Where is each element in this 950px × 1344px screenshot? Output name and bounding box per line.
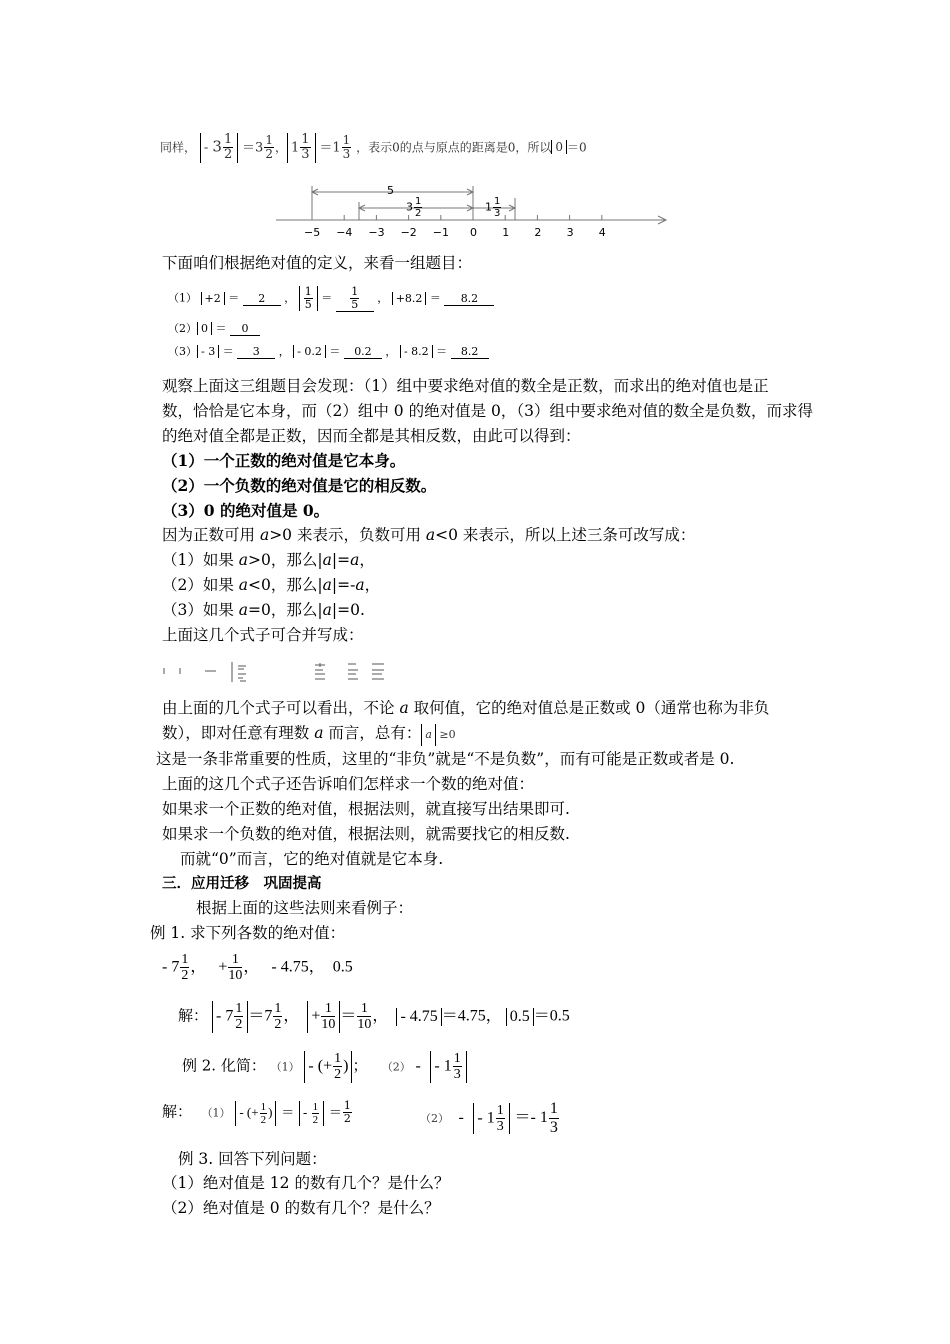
- examples-intro: 根据上面的这些法则来看例子：: [196, 899, 414, 917]
- intro-line: 同样， - 3 $\frac{1}{2}$ ＝3 $\frac{1}{2}$ ， 1 $\frac{1}{3}$ ＝1 $\frac{1}{3}$ ，表示0的点与原点的距离是0，所以 0 ＝0: [160, 132, 587, 163]
- example-2-solution: 解： （1） - (+ $\frac{1}{2}$ ) ＝ - $\frac{1}{2}$ ＝ $\frac{1}{2}$: [162, 1099, 351, 1127]
- from-line-2: 数），即对任意有理数 a 而言，总有： a ≥0: [162, 722, 456, 746]
- zero-line: 而就“0”而言，它的绝对值就是它本身.: [180, 850, 444, 868]
- from-line-1: 由上面的几个式子可以看出，不论 a 取何值，它的绝对值总是正数或 0（通常也称为非负: [162, 699, 770, 717]
- rule-2: （2）一个负数的绝对值是它的相反数。: [162, 476, 437, 495]
- exercise-row-1: （1） +2 ＝ 2 ， $\frac{1}{5}$ ＝ $\frac{1}{5}$ ， +8.2 ＝ 8.2: [168, 286, 494, 312]
- question-1: （1）绝对值是 12 的数有几个？是什么？: [162, 1174, 450, 1192]
- exercise-row-2: （2） 0 ＝ 0: [168, 320, 260, 336]
- case-3: （3）如果 a=0，那么|a|=0.: [162, 601, 365, 619]
- axis-tick-label: 0: [470, 226, 477, 239]
- example-1-numbers: - 7 $\frac{1}{2}$ ， + $\frac{1}{10}$ ， - 4.75， 0.5: [162, 952, 353, 984]
- question-2: （2）绝对值是 0 的数有几个？是什么？: [162, 1199, 440, 1217]
- exercises-intro: 下面咱们根据绝对值的定义，来看一组题目：: [162, 254, 473, 272]
- abs-expr: 1 $\frac{1}{3}$: [287, 133, 316, 163]
- combine-line: 上面这几个式子可合并写成：: [162, 626, 364, 644]
- obs-1: 观察上面这三组题目会发现：（1）组中要求绝对值的数全是正数，而求出的绝对值也是正: [162, 377, 769, 395]
- exercise-row-3: （3） - 3 ＝ 3 ， - 0.2 ＝ 0.2 ， - 8.2 ＝ 8.2: [168, 343, 489, 359]
- abs-zero: 0: [551, 140, 567, 154]
- example-1-title: 例 1. 求下列各数的绝对值：: [150, 924, 346, 942]
- abs-expr: - 3 $\frac{1}{2}$: [200, 133, 238, 163]
- rule-1: （1）一个正数的绝对值是它本身。: [162, 451, 406, 470]
- example-2-solution-2: （2） - - 1 $\frac{1}{3}$ ＝- 1 $\frac{1}{3}$: [420, 1100, 558, 1136]
- axis-tick-label: −1: [432, 226, 450, 239]
- obs-2: 数，恰恰是它本身，而（2）组中 0 的绝对值是 0，（3）组中要求绝对值的数全是负数，而求得: [162, 402, 813, 420]
- case-1: （1）如果 a>0，那么|a|=a，: [162, 551, 375, 569]
- dim-label-5: 5: [387, 184, 394, 197]
- axis-tick-label: 1: [502, 226, 510, 239]
- axis-tick-label: 3: [566, 226, 574, 239]
- negative-line: 如果求一个负数的绝对值，根据法则，就需要找它的相反数.: [162, 825, 570, 843]
- rule-3: （3）0 的绝对值是 0。: [162, 501, 330, 520]
- section-3-heading: 三．应用迁移 巩固提高: [162, 875, 322, 892]
- intro-prefix: 同样，: [160, 140, 197, 155]
- axis-tick-label: −2: [400, 226, 417, 239]
- example-1-solution: 解： - 7 $\frac{1}{2}$ ＝7 $\frac{1}{2}$ ， + $\frac{1}{10}$ ＝ $\frac{1}{10}$ ， - 4.75 ＝4.75， 0.5 ＝0.5: [178, 1001, 570, 1033]
- axis-tick-label: 4: [598, 226, 606, 239]
- dim-label-3-5: 3 $\frac{1}{2}$: [406, 196, 422, 219]
- important-line: 这是一条非常重要的性质，这里的“非负”就是“不是负数”，而有可能是正数或者是 0.: [156, 750, 735, 768]
- axis-tick-label: 2: [534, 226, 542, 239]
- piecewise-formula-image: [160, 660, 400, 686]
- axis-tick-label: −3: [368, 226, 385, 239]
- tell-line: 上面的这几个式子还告诉咱们怎样求一个数的绝对值：: [162, 775, 535, 793]
- axis-tick-label: −5: [304, 226, 321, 239]
- positive-line: 如果求一个正数的绝对值，根据法则，就直接写出结果即可.: [162, 800, 570, 818]
- example-3-title: 例 3. 回答下列问题：: [178, 1150, 327, 1168]
- obs-3: 的绝对值全都是正数，因而全都是其相反数，由此可以得到：: [162, 427, 581, 445]
- case-2: （2）如果 a<0，那么|a|=-a，: [162, 576, 381, 594]
- example-2-question: 例 2. 化简： （1） - (+ $\frac{1}{2}$ ) ； （2） - - 1 $\frac{1}{3}$: [182, 1051, 467, 1083]
- axis-tick-label: −4: [336, 226, 353, 239]
- because-line: 因为正数可用 a>0 来表示，负数可用 a<0 来表示，所以上述三条可改写成：: [162, 526, 696, 544]
- dim-label-1-3: 1 $\frac{1}{3}$: [485, 196, 501, 219]
